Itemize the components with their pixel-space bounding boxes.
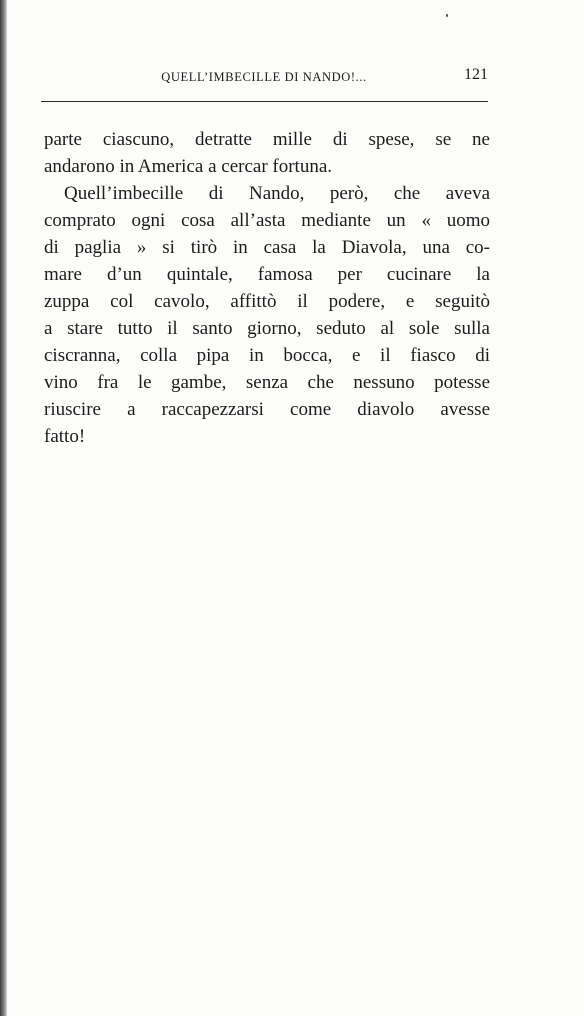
running-head [40,66,488,88]
text-line: vino fra le gambe, senza che nessuno potesse [44,372,490,393]
text-line: ciscranna, colla pipa in bocca, e il fiasco di [44,345,490,366]
print-speck [446,14,448,17]
text-line: mare d’un quintale, famosa per cucinare la [44,264,490,285]
text-line: parte ciascuno, detratte mille di spese, se ne [44,129,490,150]
text-line: fatto! [44,426,86,447]
header-rule [41,101,488,102]
page-spine-shadow [0,0,7,1016]
text-line: Quell’imbecille di Nando, però, che aveva [64,183,490,204]
running-title: QUELL’IMBECILLE DI NANDO!... [161,70,367,84]
body-text [44,126,490,450]
text-line: comprato ogni cosa all’asta mediante un « uomo [44,210,490,231]
text-line: di paglia » si tirò in casa la Diavola, una co- [44,237,490,258]
page-number: 121 [464,66,488,83]
text-line: zuppa col cavolo, affittò il podere, e seguitò [44,291,490,312]
text-line: andarono in America a cercar fortuna. [44,156,333,177]
text-line: a stare tutto il santo giorno, seduto al sole sulla [44,318,490,339]
text-line: riuscire a raccapezzarsi come diavolo avesse [44,399,490,420]
